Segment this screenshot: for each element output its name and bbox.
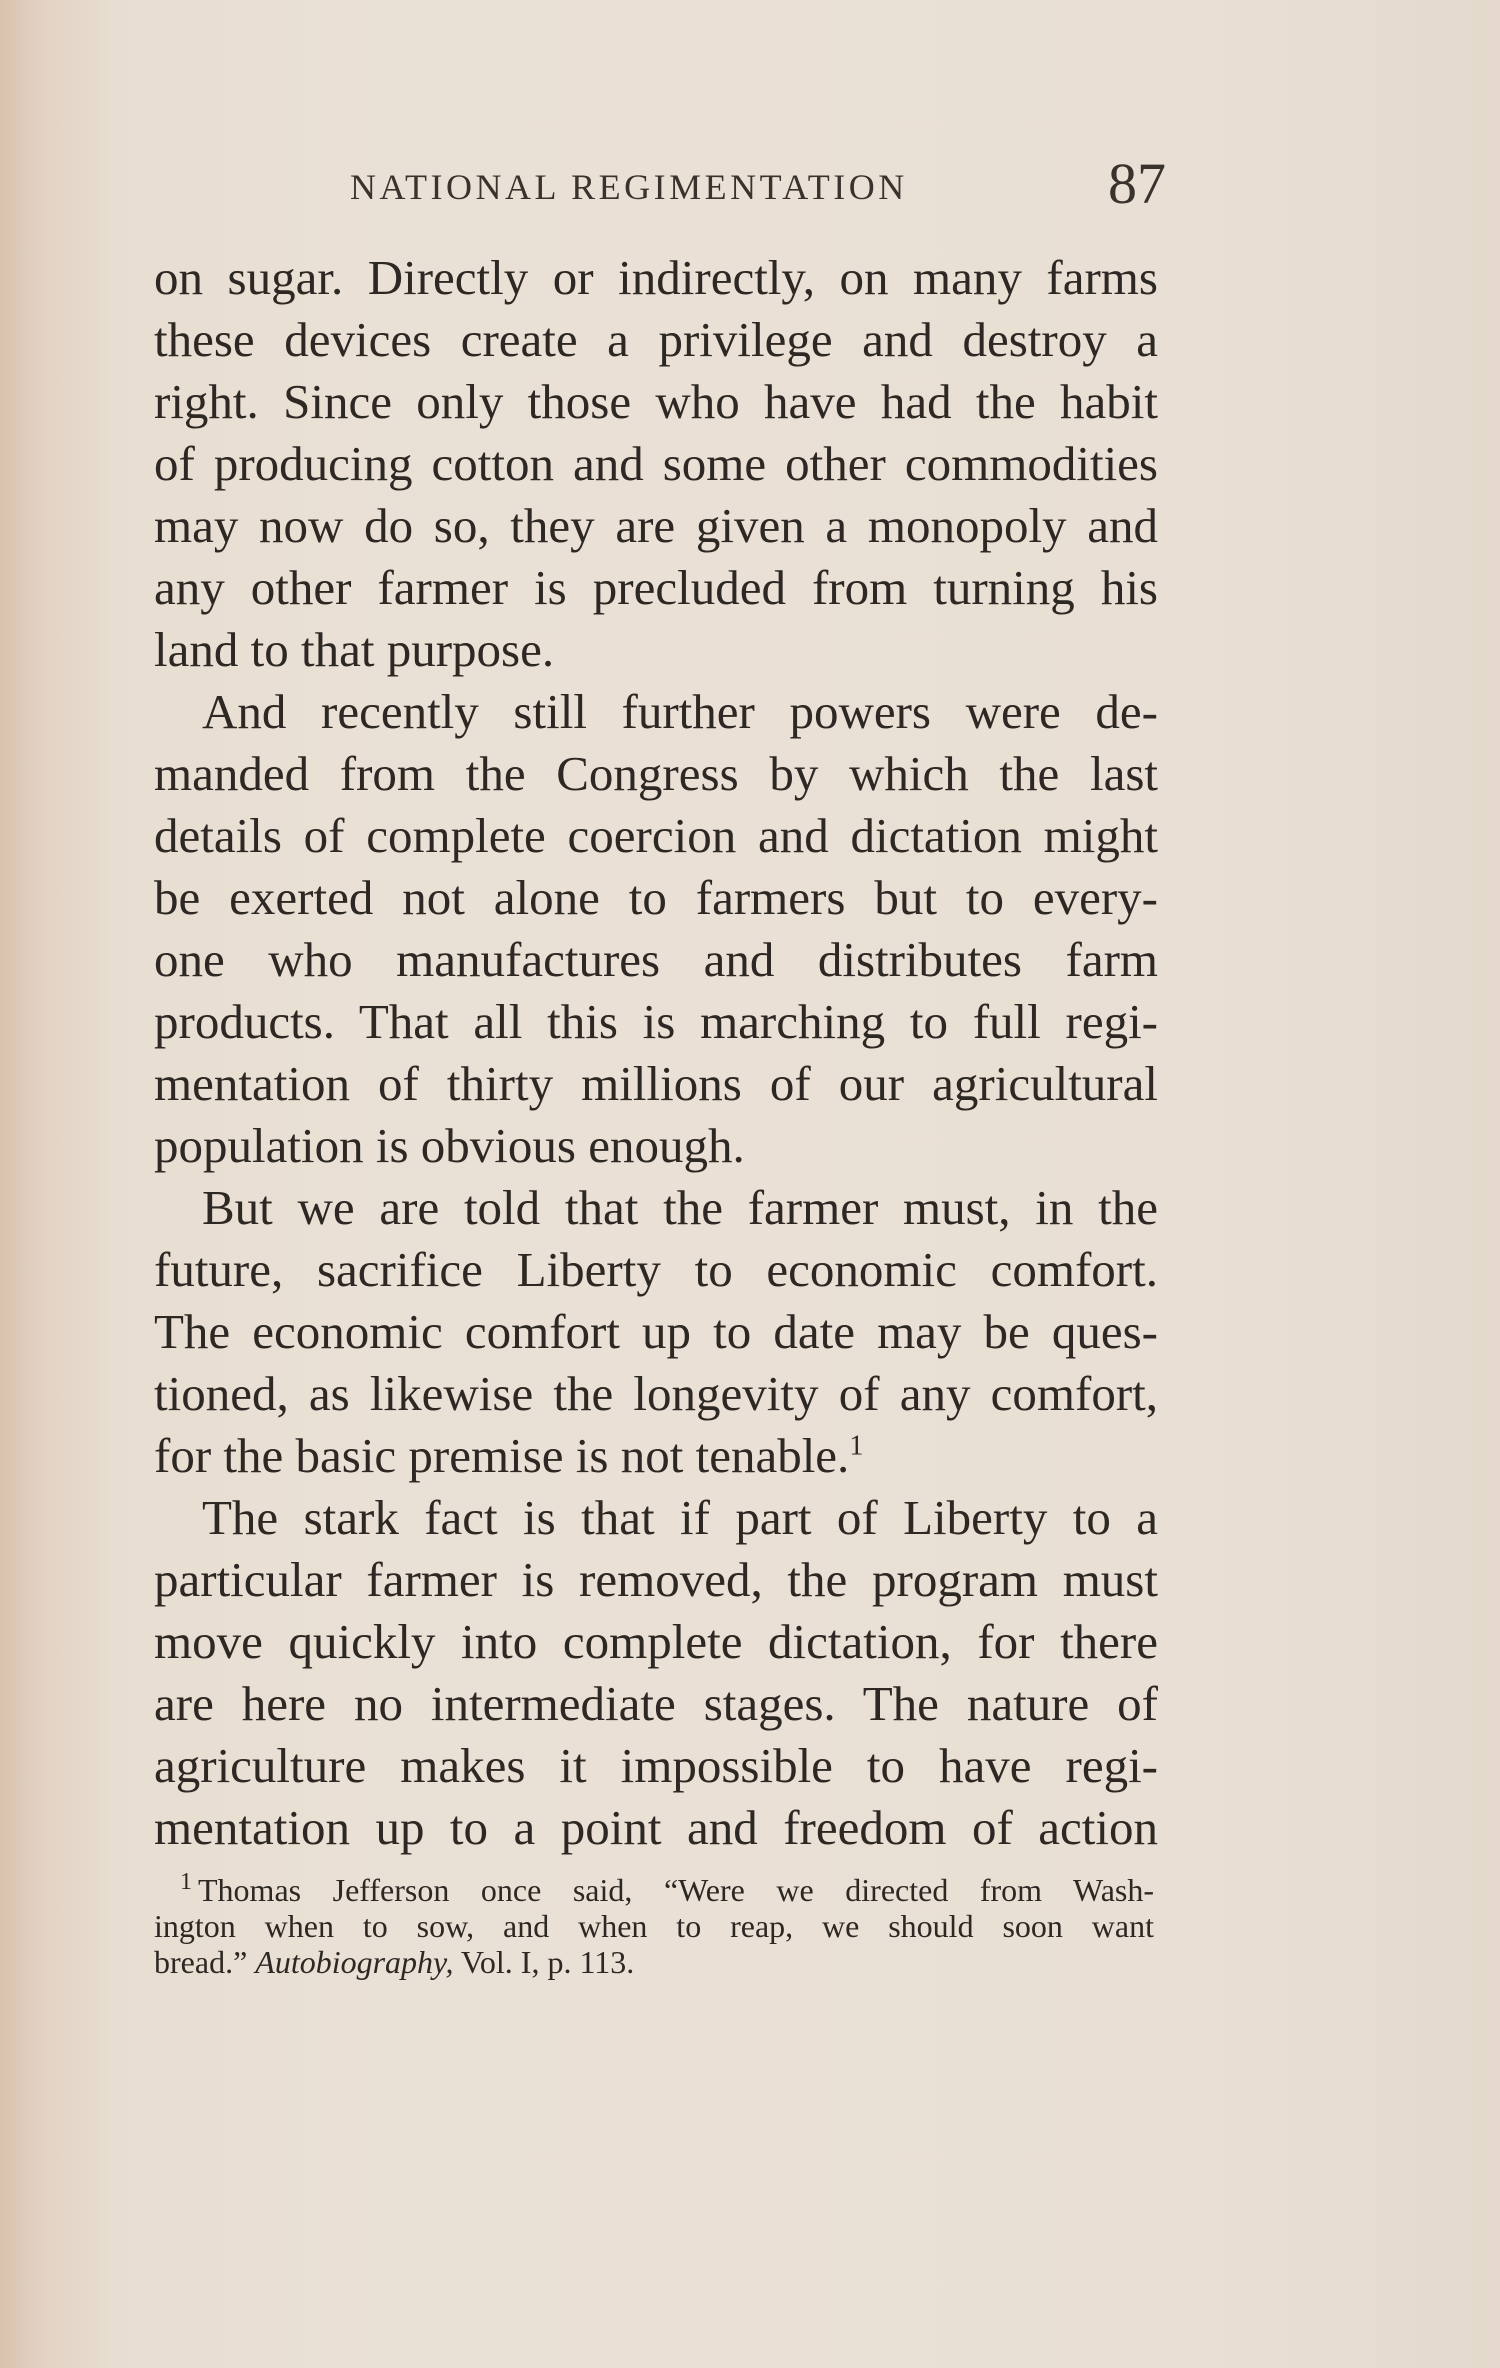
footnote <box>154 1869 1154 1980</box>
footnote-reference: 1 <box>849 1430 864 1462</box>
footnote-line <box>154 1869 1154 1908</box>
text-line: are here no intermediate stages. The nature of <box>154 1676 1158 1731</box>
text-line: right. Since only those who have had the habit <box>154 374 1158 429</box>
footnote-text: Vol. I, p. 113. <box>453 1944 635 1980</box>
text-line: And recently still further powers were de- <box>202 684 1158 739</box>
text-line: The economic comfort up to date may be ques- <box>154 1304 1158 1359</box>
text-line: population is obvious enough. <box>154 1118 745 1173</box>
page-number: 87 <box>1108 151 1166 216</box>
text-line: manded from the Congress by which the last <box>154 746 1158 801</box>
text-line: any other farmer is precluded from turning his <box>154 560 1158 615</box>
text-line: details of complete coercion and dictation might <box>154 808 1158 863</box>
footnote-line <box>154 1944 1154 1980</box>
text-line: particular farmer is removed, the program must <box>154 1552 1158 1607</box>
footnote-text: Thomas Jefferson once said, “Were we directed from Wash- <box>198 1872 1154 1908</box>
text-line: move quickly into complete dictation, for there <box>154 1614 1158 1669</box>
text-line: may now do so, they are given a monopoly and <box>154 498 1158 553</box>
text-line <box>154 1425 1158 1487</box>
text-line: of producing cotton and some other commodities <box>154 436 1158 491</box>
text-line: one who manufactures and distributes farm <box>154 932 1158 987</box>
text-line: on sugar. Directly or indirectly, on many farms <box>154 250 1158 305</box>
text-line: mentation of thirty millions of our agricultural <box>154 1056 1158 1111</box>
text-line: future, sacrifice Liberty to economic comfort. <box>154 1242 1158 1297</box>
footnote-marker: 1 <box>180 1869 192 1896</box>
text-line: be exerted not alone to farmers but to every- <box>154 870 1158 925</box>
text-line: The stark fact is that if part of Liberty to a <box>202 1490 1158 1545</box>
text-line: products. That all this is marching to full regi- <box>154 994 1158 1049</box>
body-text <box>154 247 1158 1859</box>
footnote-text: bread.” <box>154 1944 256 1980</box>
text-line-content: for the basic premise is not tenable. <box>154 1428 850 1483</box>
text-line: But we are told that the farmer must, in the <box>202 1180 1158 1235</box>
text-line: agriculture makes it impossible to have regi- <box>154 1738 1158 1793</box>
footnote-line: ington when to sow, and when to reap, we should soon want <box>154 1908 1154 1944</box>
footnote-citation-title: Autobiography, <box>255 1944 454 1980</box>
text-line: tioned, as likewise the longevity of any comfort, <box>154 1366 1158 1421</box>
text-line: mentation up to a point and freedom of action <box>154 1800 1158 1855</box>
running-head: NATIONAL REGIMENTATION <box>350 167 908 207</box>
text-line: land to that purpose. <box>154 622 555 677</box>
text-line: these devices create a privilege and destroy a <box>154 312 1158 367</box>
